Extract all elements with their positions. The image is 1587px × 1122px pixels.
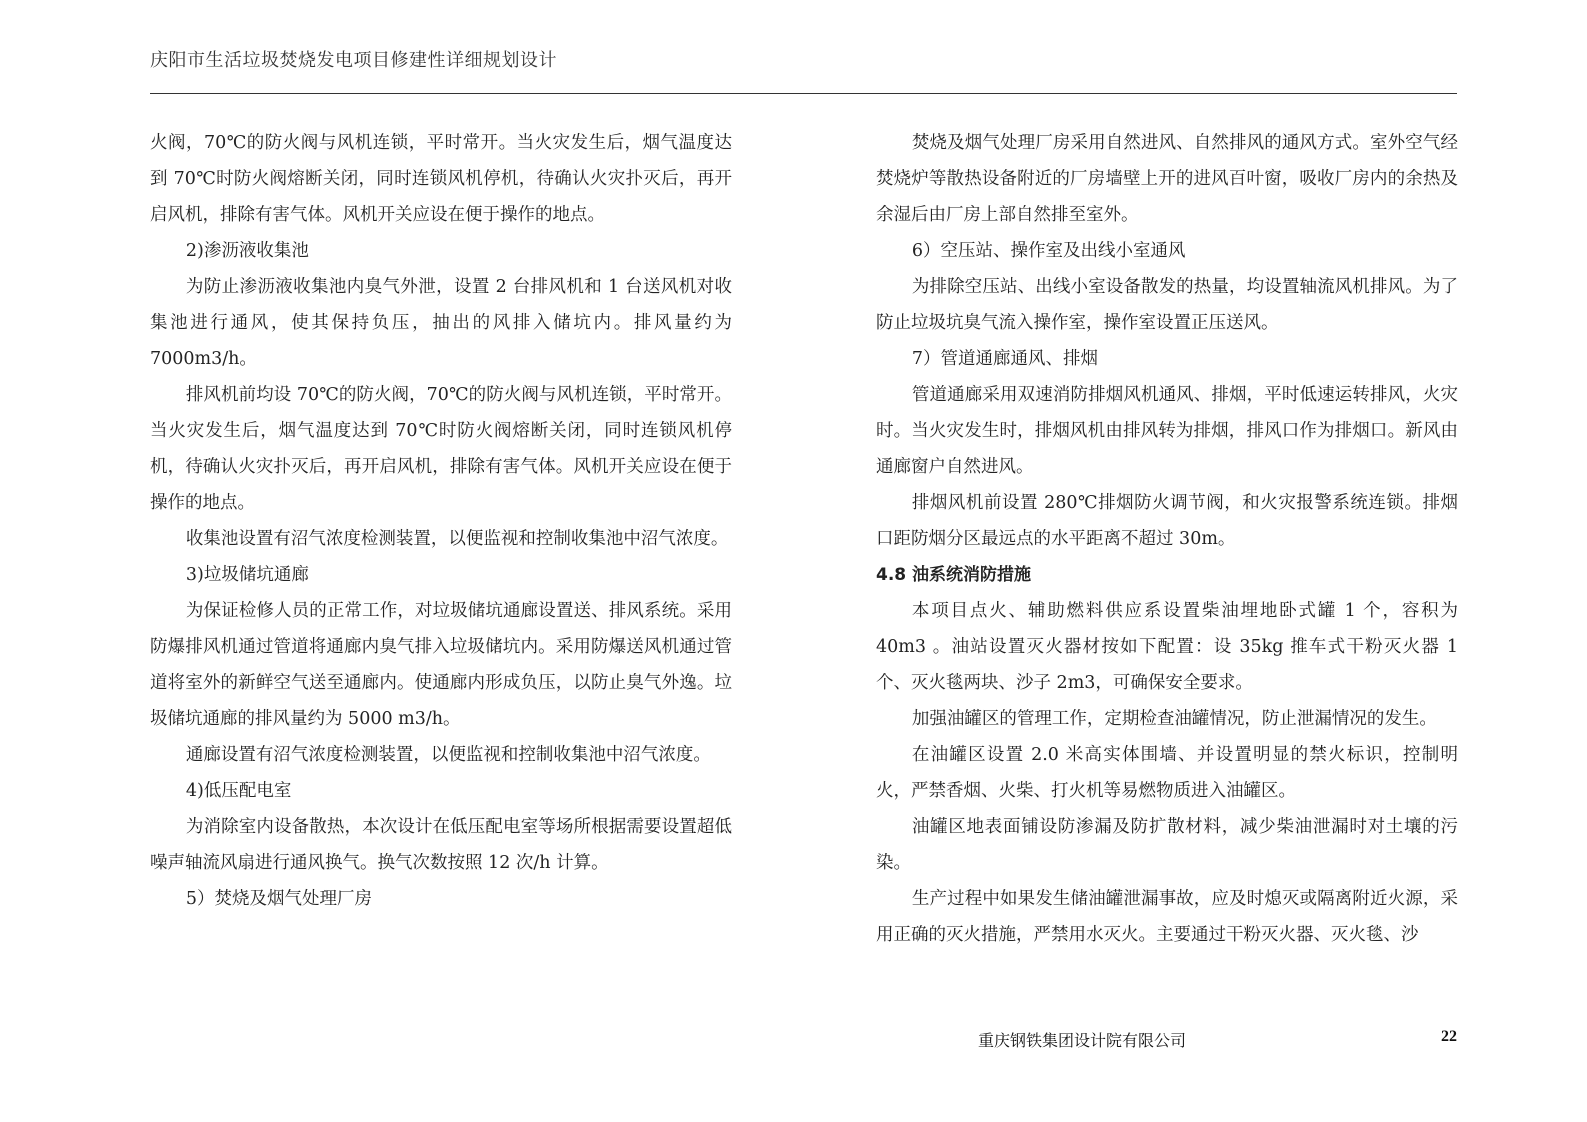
paragraph: 火阀，70℃的防火阀与风机连锁，平时常开。当火灾发生后，烟气温度达到 70℃时防火阀熔断关闭，同时连锁风机停机，待确认火灾扑灭后，再开启风机，排除有害气体。风机开关应设在便于操作的地点。 (150, 133, 732, 225)
left-column (150, 125, 732, 917)
subsection-heading: 5）焚烧及烟气处理厂房 (185, 889, 373, 909)
paragraph: 通廊设置有沼气浓度检测装置，以便监视和控制收集池中沼气浓度。 (185, 745, 711, 765)
footer-company-name: 重庆钢铁集团设计院有限公司 (978, 1031, 1187, 1050)
paragraph: 为排除空压站、出线小室设备散发的热量，均设置轴流风机排风。为了防止垃圾坑臭气流入操作室，操作室设置正压送风。 (876, 277, 1458, 333)
paragraph: 加强油罐区的管理工作，定期检查油罐情况，防止泄漏情况的发生。 (911, 709, 1437, 729)
paragraph: 本项目点火、辅助燃料供应系设置柴油埋地卧式罐 1 个，容积为 40m3 。油站设置灭火器材按如下配置：设 35kg 推车式干粉灭火器 1 个、灭火毯两块、沙子 2m3，可确保安全要求。 (876, 601, 1458, 693)
page-header-title: 庆阳市生活垃圾焚烧发电项目修建性详细规划设计 (150, 50, 557, 71)
page-number: 22 (1441, 1028, 1457, 1045)
subsection-heading: 3)垃圾储坑通廊 (185, 565, 309, 585)
paragraph: 在油罐区设置 2.0 米高实体围墙、并设置明显的禁火标识，控制明火，严禁香烟、火柴、打火机等易燃物质进入油罐区。 (876, 745, 1458, 801)
paragraph: 生产过程中如果发生储油罐泄漏事故，应及时熄灭或隔离附近火源，采用正确的灭火措施，严禁用水灭火。主要通过干粉灭火器、灭火毯、沙 (876, 889, 1458, 945)
section-heading: 4.8 油系统消防措施 (876, 565, 1032, 585)
paragraph: 为防止渗沥液收集池内臭气外泄，设置 2 台排风机和 1 台送风机对收集池进行通风，使其保持负压，抽出的风排入储坑内。排风量约为 7000m3/h。 (150, 277, 732, 369)
subsection-heading: 7）管道通廊通风、排烟 (911, 349, 1099, 369)
paragraph: 排风机前均设 70℃的防火阀，70℃的防火阀与风机连锁，平时常开。当火灾发生后，烟气温度达到 70℃时防火阀熔断关闭，同时连锁风机停机，待确认火灾扑灭后，再开启风机，排除有害气体。风机开关应设在便于操作的地点。 (150, 385, 732, 513)
paragraph: 排烟风机前设置 280℃排烟防火调节阀，和火灾报警系统连锁。排烟口距防烟分区最远点的水平距离不超过 30m。 (876, 493, 1458, 549)
subsection-heading: 2)渗沥液收集池 (185, 241, 309, 261)
paragraph: 收集池设置有沼气浓度检测装置，以便监视和控制收集池中沼气浓度。 (185, 529, 729, 549)
paragraph: 管道通廊采用双速消防排烟风机通风、排烟，平时低速运转排风，火灾时。当火灾发生时，排烟风机由排风转为排烟，排风口作为排烟口。新风由通廊窗户自然进风。 (876, 385, 1458, 477)
paragraph: 为消除室内设备散热，本次设计在低压配电室等场所根据需要设置超低噪声轴流风扇进行通风换气。换气次数按照 12 次/h 计算。 (150, 817, 732, 873)
subsection-heading: 6）空压站、操作室及出线小室通风 (911, 241, 1186, 261)
right-column (876, 125, 1458, 953)
paragraph: 油罐区地表面铺设防渗漏及防扩散材料，减少柴油泄漏时对土壤的污染。 (876, 817, 1458, 873)
header-divider (150, 93, 1457, 94)
subsection-heading: 4)低压配电室 (185, 781, 292, 801)
paragraph: 为保证检修人员的正常工作，对垃圾储坑通廊设置送、排风系统。采用防爆排风机通过管道将通廊内臭气排入垃圾储坑内。采用防爆送风机通过管道将室外的新鲜空气送至通廊内。使通廊内形成负压，以防止臭气外逸。垃圾储坑通廊的排风量约为 5000 m3/h。 (150, 601, 732, 729)
paragraph: 焚烧及烟气处理厂房采用自然进风、自然排风的通风方式。室外空气经焚烧炉等散热设备附近的厂房墙壁上开的进风百叶窗，吸收厂房内的余热及余湿后由厂房上部自然排至室外。 (876, 133, 1458, 225)
